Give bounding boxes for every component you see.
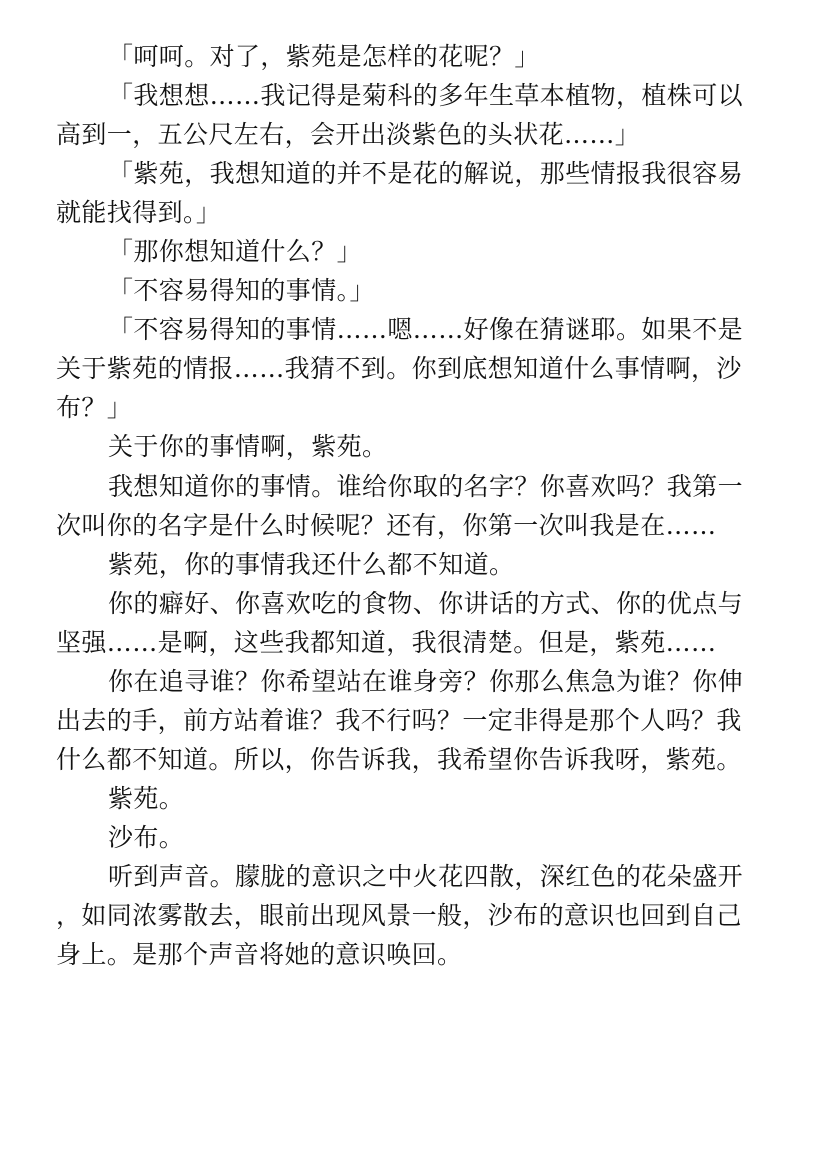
paragraph: 「不容易得知的事情。」 <box>108 276 375 306</box>
paragraph: 「紫苑，我想知道的并不是花的解说，那些情报我很容易就能找得到。」 <box>56 159 744 228</box>
paragraph: 「那你想知道什么？」 <box>108 237 363 267</box>
paragraph: 紫苑。 <box>108 783 185 813</box>
paragraph: 「我想想……我记得是菊科的多年生草本植物，植株可以高到一，五公尺左右，会开出淡紫色的头状花……」 <box>56 81 744 150</box>
page-text <box>56 37 756 974</box>
paragraph: 沙布。 <box>108 822 185 852</box>
paragraph: 听到声音。朦胧的意识之中火花四散，深红色的花朵盛开，如同浓雾散去，眼前出现风景一般，沙布的意识也回到自己身上。是那个声音将她的意识唤回。 <box>56 861 744 970</box>
paragraph: 「不容易得知的事情……嗯……好像在猜谜耶。如果不是关于紫苑的情报……我猜不到。你到底想知道什么事情啊，沙布？」 <box>56 315 744 423</box>
paragraph: 紫苑，你的事情我还什么都不知道。 <box>108 549 515 579</box>
paragraph: 「呵呵。对了，紫苑是怎样的花呢？」 <box>108 42 540 71</box>
paragraph: 你在追寻谁？你希望站在谁身旁？你那么焦急为谁？你伸出去的手，前方站着谁？我不行吗？一定非得是那个人吗？我什么都不知道。所以，你告诉我，我希望你告诉我呀，紫苑。 <box>56 666 744 774</box>
paragraph: 关于你的事情啊，紫苑。 <box>108 432 388 462</box>
paragraph: 我想知道你的事情。谁给你取的名字？你喜欢吗？我第一次叫你的名字是什么时候呢？还有，你第一次叫我是在…… <box>56 471 744 540</box>
paragraph: 你的癖好、你喜欢吃的食物、你讲话的方式、你的优点与坚强……是啊，这些我都知道，我很清楚。但是，紫苑…… <box>56 588 744 657</box>
